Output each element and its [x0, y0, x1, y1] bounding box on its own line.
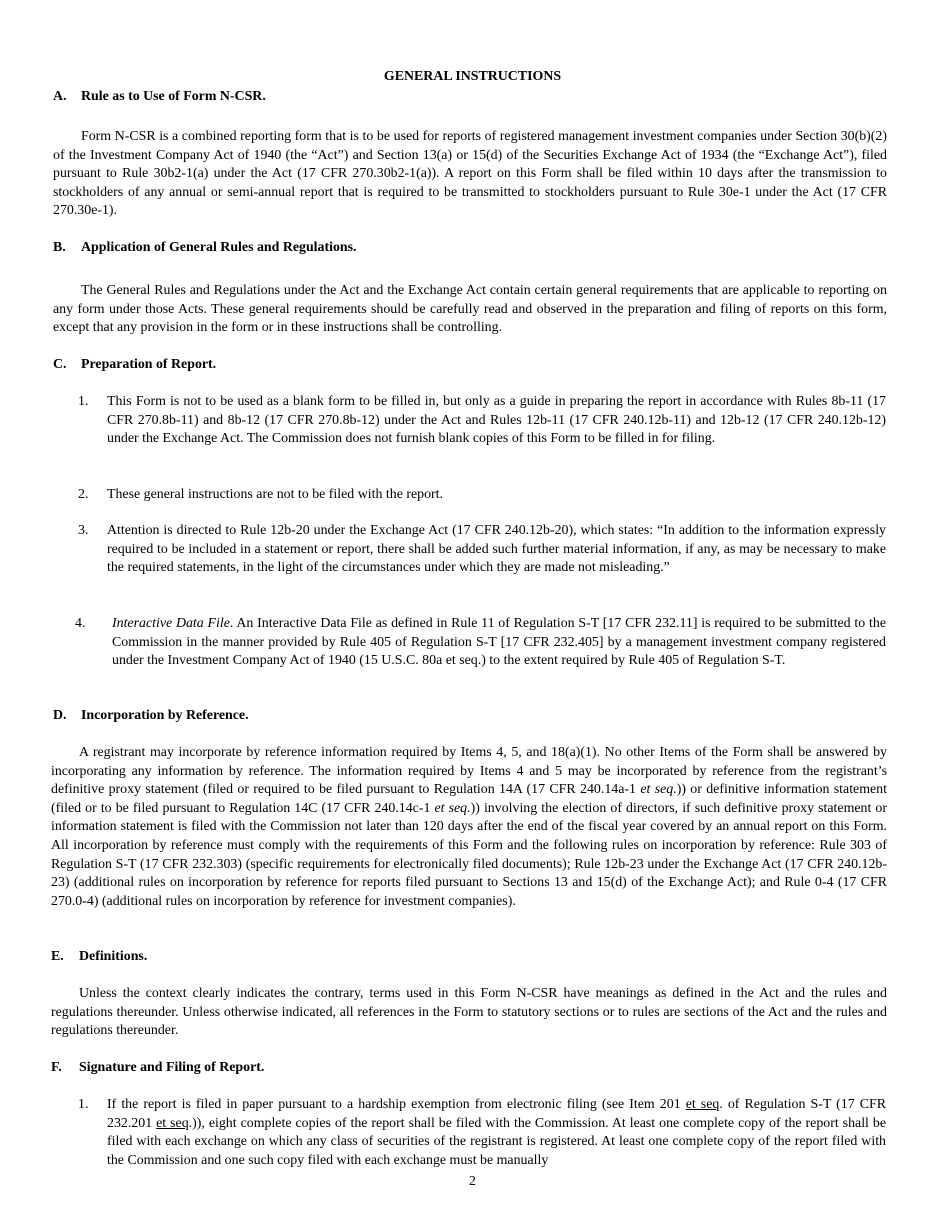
section-d-text-3: )) involving the election of directors, if such definitive proxy statement or information statement is filed with the Commission not later than 120 days after the end of the fiscal year covered by an annual report on this Form. All incorporation by reference must comply with the requirements of this Form and the following rules on incorporation by reference: Rule 303 of Regulation S-T (17 CFR 232.303) (specific requirements for electronically filed documents); Rule 12b-23 under the Exchange Act (17 CFR 240.12b-23) (additional rules on incorporation by reference for reports filed pursuant to Sections 13 and 15(d) of the Exchange Act); and Rule 0-4 (17 CFR 270.0-4) (additional rules on incorporation by reference for investment companies). — [51, 800, 887, 909]
et-seq-underlined: et seq — [685, 1097, 720, 1112]
section-b-text: The General Rules and Regulations under the Act and the Exchange Act contain certain general requirements that are applicable to reporting on any form under those Acts. These general requirements should be carefully read and observed in the preparation and filing of reports on this form, except that any provision in the form or in these instructions shall be controlling. — [53, 283, 887, 336]
item-text-2: . of Regulation S-T (17 CFR 232.201 — [107, 1097, 886, 1131]
list-item — [78, 1096, 886, 1170]
list-item — [78, 522, 886, 578]
list-item — [75, 615, 886, 671]
section-letter: C. — [53, 357, 67, 372]
section-letter: D. — [53, 708, 67, 723]
item-text-1: If the report is filed in paper pursuant to a hardship exemption from electronic filing (see Item 201 — [107, 1097, 686, 1112]
item-number: 1. — [78, 1097, 89, 1112]
item-text: This Form is not to be used as a blank form to be filled in, but only as a guide in preparing the report in accordance with Rules 8b-11 (17 CFR 270.8b-11) and 8b-12 (17 CFR 270.8b-12) under the Act and Rules 12b-11 (17 CFR 240.12b-11) and 12b-12 (17 CFR 240.12b-12) under the Exchange Act. The Commission does not furnish blank copies of this Form to be filled in for filing. — [107, 394, 886, 447]
section-a-heading — [53, 89, 266, 105]
section-heading-text: Signature and Filing of Report. — [79, 1060, 265, 1075]
item-body: . An Interactive Data File as defined in Rule 11 of Regulation S-T [17 CFR 232.11] is required to be submitted to the Commission in the manner provided by Rule 405 of Regulation S-T [17 CFR 232.405] by a management investment company registered under the Investment Company Act of 1940 (15 U.S.C. 80a et seq.) to the extent required by Rule 405 of Regulation S-T. — [112, 616, 886, 669]
item-number: 2. — [78, 487, 89, 502]
section-letter: E. — [51, 949, 64, 964]
item-number: 1. — [78, 394, 89, 409]
section-heading-text: Definitions. — [79, 949, 148, 964]
section-d-heading — [53, 708, 249, 724]
section-a-text: Form N-CSR is a combined reporting form that is to be used for reports of registered management investment companies under Section 30(b)(2) of the Investment Company Act of 1940 (the “Act”) and Section 13(a) or 15(d) of the Securities Exchange Act of 1934 (the “Exchange Act”), filed pursuant to Rule 30b2-1(a) under the Act (17 CFR 270.30b2-1(a)). A report on this Form shall be filed within 10 days after the transmission to stockholders of any annual or semi-annual report that is required to be transmitted to stockholders pursuant to Rule 30e-1 under the Act (17 CFR 270.30e-1). — [53, 129, 887, 219]
section-d-body — [51, 744, 887, 911]
section-heading-text: Incorporation by Reference. — [81, 708, 249, 723]
section-d-text-2: )) or definitive information statement (filed or to be filed pursuant to Regulation 14C (17 CFR 240.14c-1 — [51, 782, 887, 816]
et-seq-italic: et seq. — [640, 782, 677, 798]
section-b-body — [53, 282, 887, 338]
et-seq-underlined: et seq — [156, 1115, 189, 1131]
section-e-text: Unless the context clearly indicates the contrary, terms used in this Form N-CSR have meanings as defined in the Act and the rules and regulations thereunder. Unless otherwise indicated, all references in the Form to statutory sections or to rules are sections of the Act and the rules and regulations thereunder. — [51, 986, 887, 1039]
section-a-body — [53, 128, 887, 221]
item-text: Attention is directed to Rule 12b-20 under the Exchange Act (17 CFR 240.12b-20), which states: “In addition to the information expressly required to be included in a statement or report, there shall be added such further material information, if any, as may be necessary to make the required statements, in the light of the circumstances under which they are made not misleading.” — [107, 523, 886, 576]
item-italic-lead: Interactive Data File — [112, 616, 230, 631]
item-text — [107, 1096, 886, 1170]
list-item — [78, 486, 886, 505]
section-letter: B. — [53, 240, 66, 255]
section-e-body — [51, 985, 887, 1041]
list-item — [78, 393, 886, 449]
section-b-heading — [53, 240, 357, 256]
section-e-heading — [51, 949, 147, 965]
section-d-text-1: A registrant may incorporate by reference information required by Items 4, 5, and 18(a)(1). No other Items of the Form shall be answered by incorporating any information by reference. The information required by Items 4 and 5 may be incorporated by reference from the registrant’s definitive proxy statement (filed or required to be filed pursuant to Regulation 14A (17 CFR 240.14a-1 — [51, 745, 887, 798]
page-title: GENERAL INSTRUCTIONS — [383, 69, 562, 84]
section-letter: A. — [53, 89, 67, 104]
item-text-3: .)), eight complete copies of the report shall be filed with the Commission. At least one complete copy of the report shall be filed with each exchange on which any class of securities of the registrant is registered. At least one complete copy of the report filed with the Commission and one such copy filed with each exchange must be manually — [107, 1115, 887, 1168]
section-heading-text: Rule as to Use of Form N-CSR. — [81, 89, 266, 104]
et-seq-italic: et seq. — [434, 800, 471, 816]
item-number: 3. — [78, 523, 89, 538]
section-c-heading — [53, 357, 216, 373]
section-heading-text: Application of General Rules and Regulations. — [81, 240, 357, 255]
item-text: These general instructions are not to be filed with the report. — [107, 487, 443, 502]
section-f-heading — [51, 1060, 264, 1076]
page-number: 2 — [469, 1174, 476, 1189]
section-heading-text: Preparation of Report. — [81, 357, 217, 372]
item-number: 4. — [75, 616, 86, 631]
item-text — [112, 615, 886, 671]
section-letter: F. — [51, 1060, 62, 1075]
